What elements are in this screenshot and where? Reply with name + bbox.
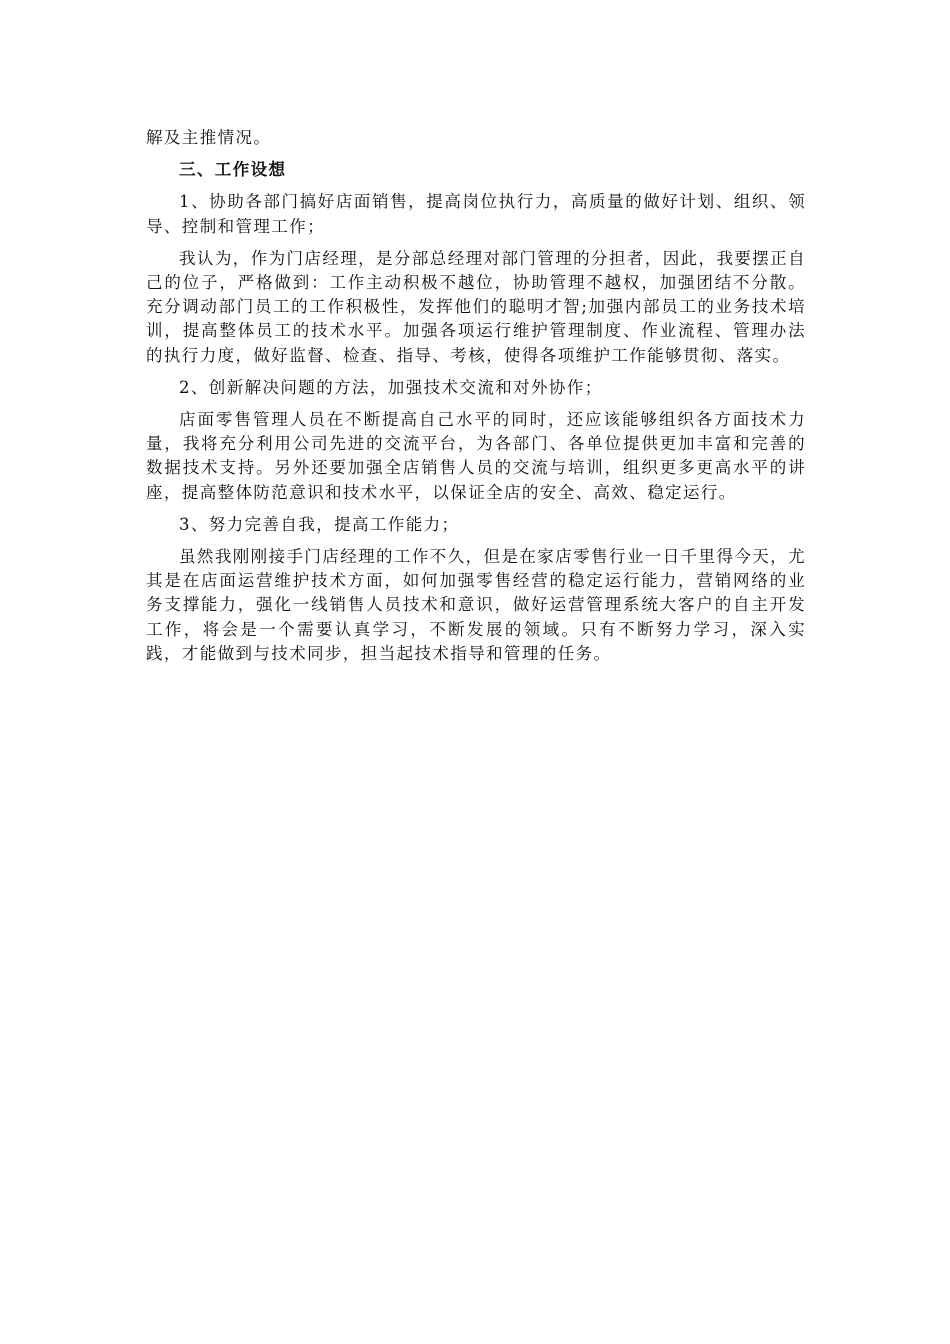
paragraph-item-3-detail: 虽然我刚刚接手门店经理的工作不久，但是在家店零售行业一日千里得今天，尤其是在店面运营维护技术方面，如何加强零售经营的稳定运行能力，营销网络的业务支撑能力，强化一线销售人员技术和意识，做好运营管理系统大客户的自主开发工作，将会是一个需要认真学习，不断发展的领域。只有不断努力学习，深入实践，才能做到与技术同步，担当起技术指导和管理的任务。 [146, 547, 806, 663]
paragraph-continuation: 解及主推情况。 [146, 128, 272, 147]
list-item-1: 1、协助各部门搞好店面销售，提高岗位执行力，高质量的做好计划、组织、领导、控制和管理工作； [146, 192, 806, 236]
list-item-2: 2、创新解决问题的方法，加强技术交流和对外协作； [179, 377, 603, 397]
paragraph-item-1-detail: 我认为，作为门店经理，是分部总经理对部门管理的分担者，因此，我要摆正自己的位子，严格做到：工作主动积极不越位，协助管理不越权，加强团结不分散。充分调动部门员工的工作积极性，发挥他们的聪明才智;加强内部员工的业务技术培训，提高整体员工的技术水平。加强各项运行维护管理制度、作业流程、管理办法的执行力度，做好监督、检查、指导、考核，使得各项维护工作能够贯彻、落实。 [146, 248, 806, 365]
list-item-3: 3、努力完善自我，提高工作能力； [179, 514, 460, 534]
section-heading-work-plan: 三、工作设想 [179, 160, 287, 180]
document-body [146, 126, 806, 666]
paragraph-item-2-detail: 店面零售管理人员在不断提高自己水平的同时，还应该能够组织各方面技术力量，我将充分利用公司先进的交流平台，为各部门、各单位提供更加丰富和完善的数据技术支持。另外还要加强全店销售人员的交流与培训，组织更多更高水平的讲座，提高整体防范意识和技术水平，以保证全店的安全、高效、稳定运行。 [146, 410, 806, 502]
